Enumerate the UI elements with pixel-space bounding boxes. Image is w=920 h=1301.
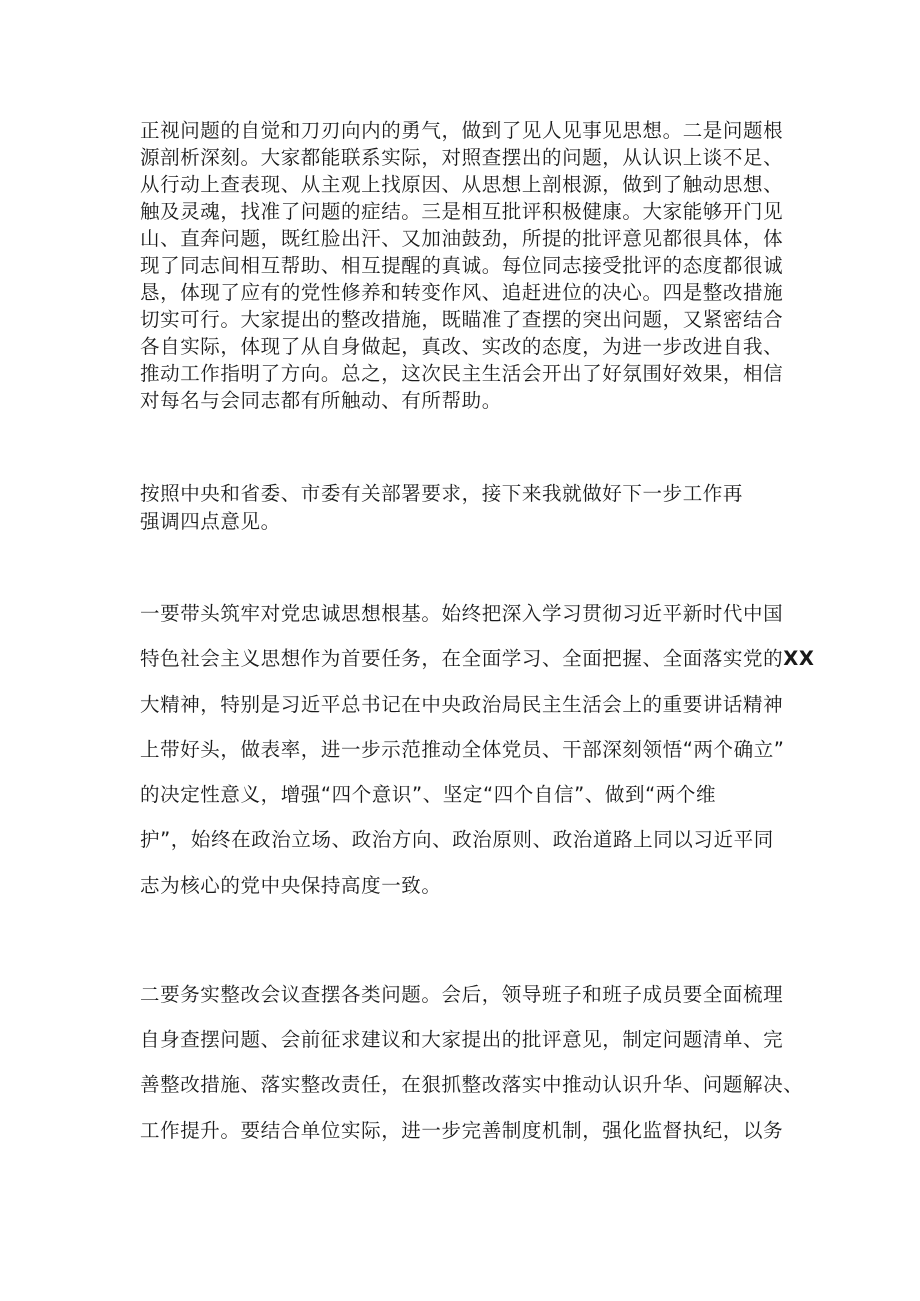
text-line: 自身查摆问题、会前征求建议和大家提出的批评意见，制定问题清单、完 xyxy=(140,1028,784,1051)
text-line: 护”，始终在政治立场、政治方向、政治原则、政治道路上同以习近平同 xyxy=(140,828,774,851)
text-line: 恳，体现了应有的党性修养和转变作风、追赶进位的决心。四是整改措施 xyxy=(140,281,784,304)
text-line: 按照中央和省委、市委有关部署要求，接下来我就做好下一步工作再 xyxy=(140,482,744,505)
text-line: 现了同志间相互帮助、相互提醒的真诚。每位同志接受批评的态度都很诚 xyxy=(140,254,784,277)
text-line: 切实可行。大家提出的整改措施，既瞄准了查摆的突出问题，又紧密结合 xyxy=(140,308,784,331)
text-line: 强调四点意见。 xyxy=(140,510,281,533)
text-line: 各自实际，体现了从自身做起，真改、实改的态度，为进一步改进自我、 xyxy=(140,335,784,358)
text-line: 工作提升。要结合单位实际，进一步完善制度机制，强化监督执纪，以务 xyxy=(140,1119,784,1142)
text-line: 触及灵魂，找准了问题的症结。三是相互批评积极健康。大家能够开门见 xyxy=(140,200,784,223)
text-line: 志为核心的党中央保持高度一致。 xyxy=(140,874,442,897)
text-line: 上带好头，做表率，进一步示范推动全体党员、干部深刻领悟“两个确立” xyxy=(140,738,785,761)
text-line: 从行动上查表现、从主观上找原因、从思想上剖根源，做到了触动思想、 xyxy=(140,173,784,196)
text-line xyxy=(140,649,814,669)
text-line: 源剖析深刻。大家都能联系实际，对照查摆出的问题，从认识上谈不足、 xyxy=(140,146,784,169)
text-line: 推动工作指明了方向。总之，这次民主生活会开出了好氛围好效果，相信 xyxy=(140,362,784,385)
text-line: 正视问题的自觉和刀刃向内的勇气，做到了见人见事见思想。二是问题根 xyxy=(140,119,784,142)
text-line: 二要务实整改会议查摆各类问题。会后，领导班子和班子成员要全面梳理 xyxy=(140,983,784,1006)
text-line: 对每名与会同志都有所触动、有所帮助。 xyxy=(140,389,502,412)
text-line: 的决定性意义，增强“四个意识”、坚定“四个自信”、做到“两个维 xyxy=(140,783,717,806)
bold-term: XX xyxy=(783,647,815,670)
text-line: 大精神，特别是习近平总书记在中央政治局民主生活会上的重要讲话精神 xyxy=(140,693,784,716)
text-line: 山、直奔问题，既红脸出汗、又加油鼓劲，所提的批评意见都很具体，体 xyxy=(140,227,784,250)
text-segment: 特色社会主义思想作为首要任务，在全面学习、全面把握、全面落实党的 xyxy=(140,647,784,670)
text-line: 善整改措施、落实整改责任，在狠抓整改落实中推动认识升华、问题解决、 xyxy=(140,1073,804,1096)
text-line: 一要带头筑牢对党忠诚思想根基。始终把深入学习贯彻习近平新时代中国 xyxy=(140,602,784,625)
